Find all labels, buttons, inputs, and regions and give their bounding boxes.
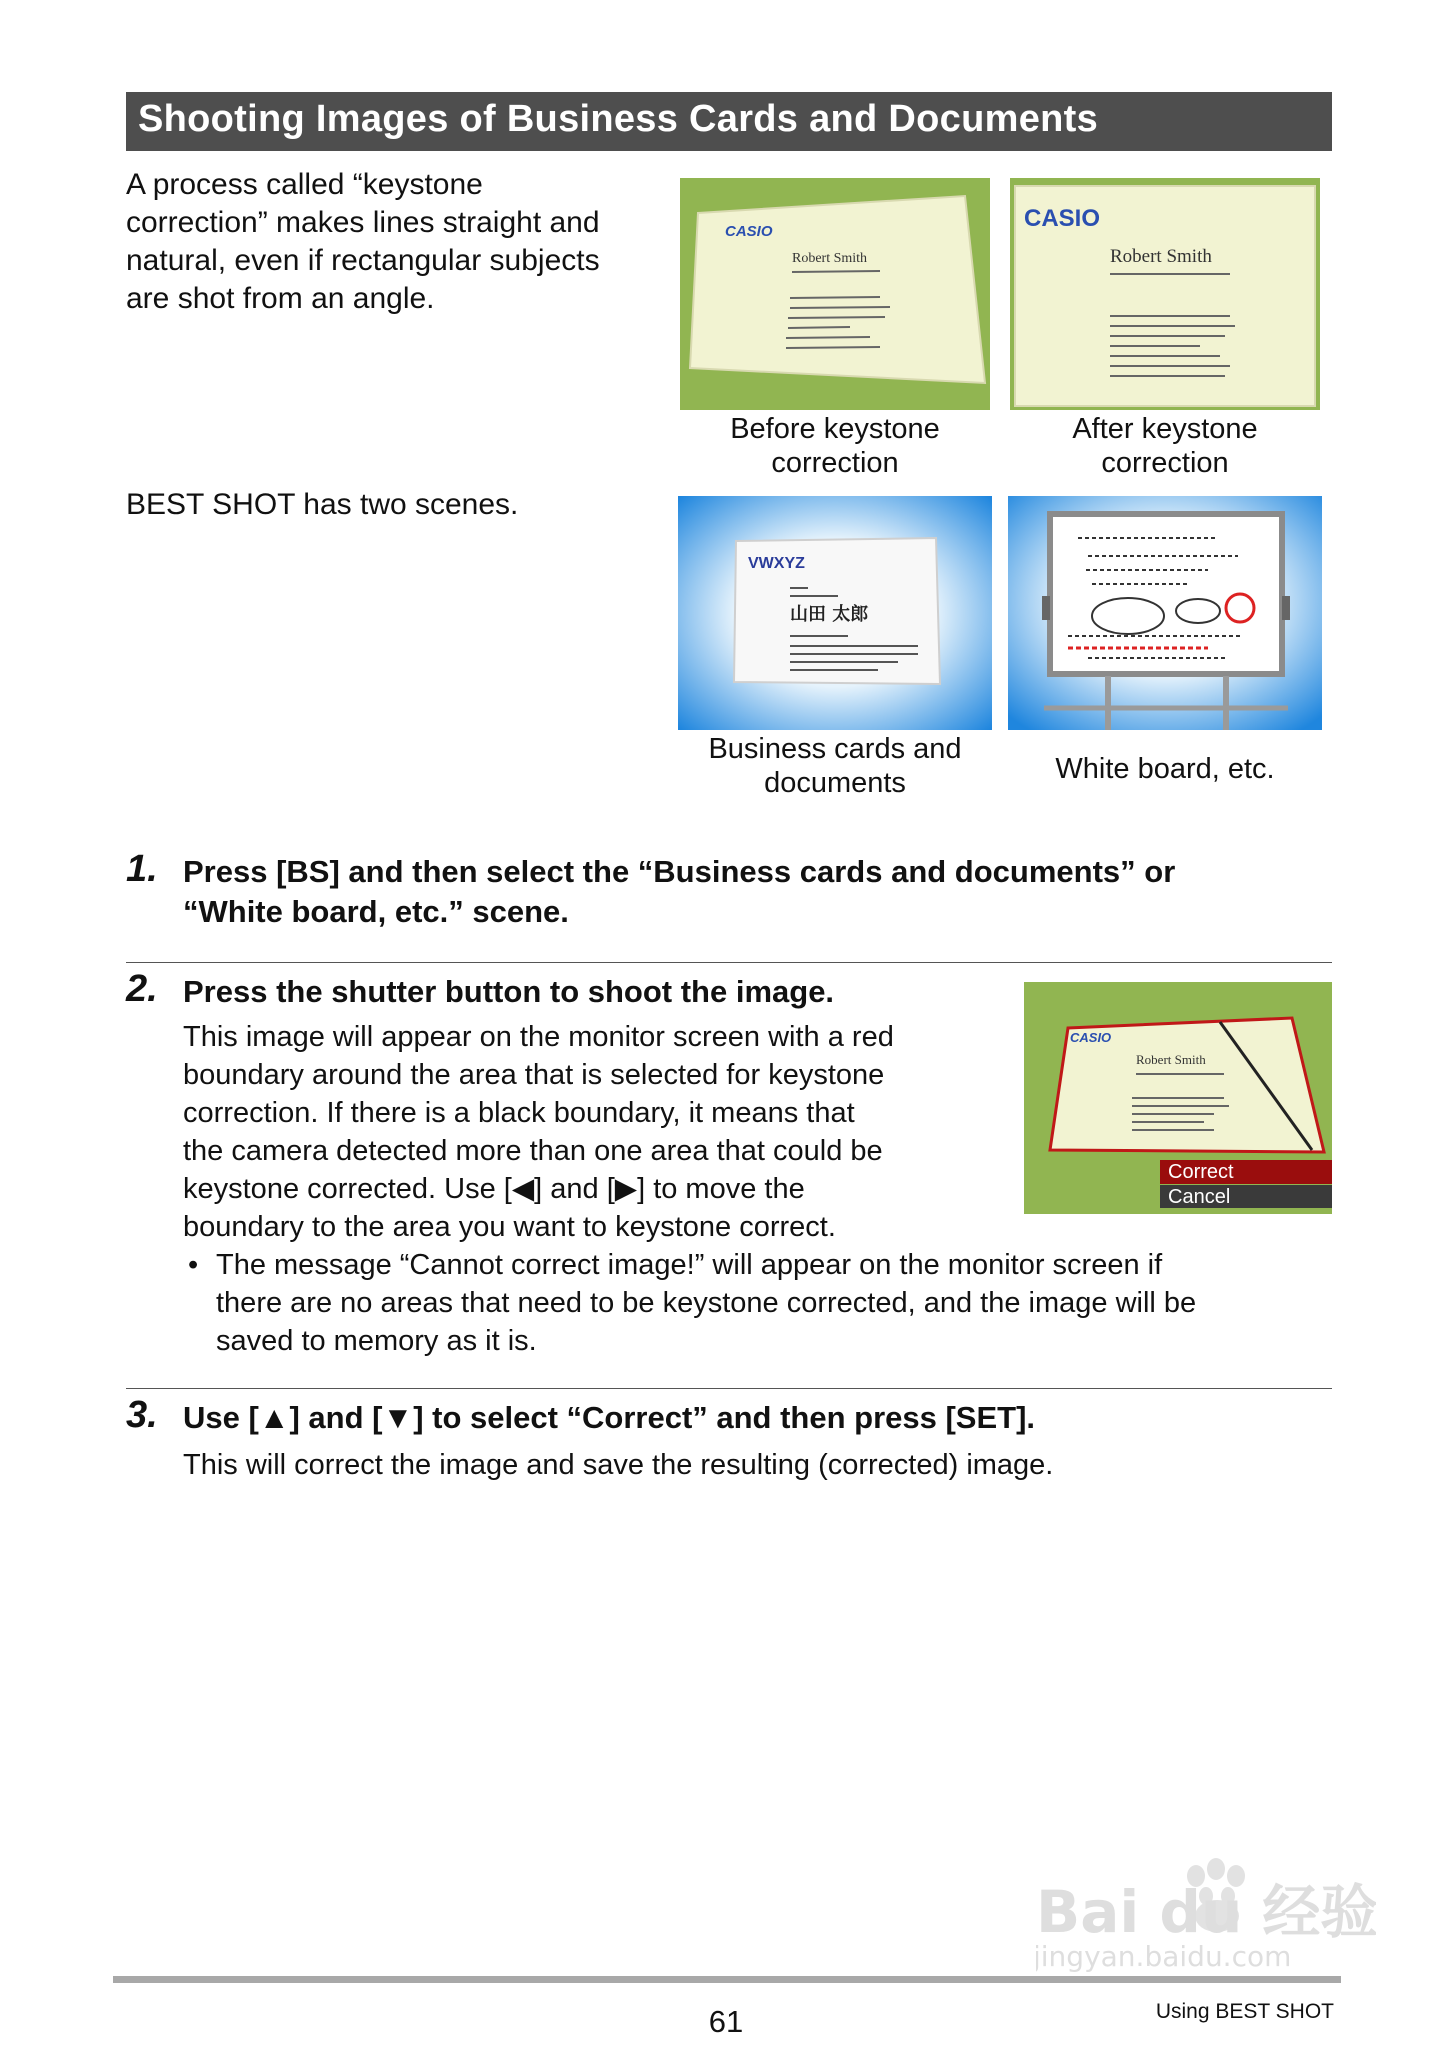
intro-paragraph (126, 166, 646, 318)
step-1-heading-line: Press [BS] and then select the “Business cards and documents” or (183, 854, 1176, 889)
svg-text:Bai du 经验: Bai du 经验 (1036, 1878, 1376, 1946)
section-title-bar (126, 92, 1332, 151)
svg-text:jingyan.baidu.com: jingyan.baidu.com (1036, 1940, 1292, 1973)
section-title: Shooting Images of Business Cards and Documents (138, 98, 1099, 140)
intro-line: are shot from an angle. (126, 282, 435, 315)
caption-line: documents (764, 767, 906, 799)
step-2-heading: Press the shutter button to shoot the image. (183, 974, 835, 1009)
caption-line: Before keystone (730, 413, 940, 445)
scenes-text: BEST SHOT has two scenes. (126, 488, 519, 521)
svg-text:CASIO: CASIO (725, 223, 773, 240)
white-board-scene-image (1008, 496, 1322, 730)
footer-section-name: Using BEST SHOT (1155, 2000, 1334, 2023)
page-number: 61 (708, 2004, 744, 2039)
intro-line: correction” makes lines straight and (126, 206, 600, 239)
up-arrow-icon: ▲ (258, 1400, 290, 1435)
caption-line: Business cards and (708, 733, 962, 765)
intro-line: A process called “keystone (126, 168, 483, 201)
svg-text:CASIO: CASIO (1024, 205, 1101, 232)
step-2-number: 2. (126, 968, 158, 1010)
svg-text:CASIO: CASIO (1070, 1030, 1112, 1045)
svg-text:Robert Smith: Robert Smith (1110, 246, 1212, 267)
step-2-body-line: This image will appear on the monitor screen with a red (183, 1021, 894, 1053)
down-arrow-icon: ▼ (382, 1400, 414, 1435)
after-keystone-image (1010, 178, 1320, 410)
menu-correct-option: Correct (1168, 1161, 1234, 1183)
step-2-note (188, 1246, 1338, 1360)
baidu-watermark (1036, 1856, 1376, 1976)
after-keystone-caption (1000, 412, 1330, 480)
left-arrow-icon: ◀ (511, 1173, 535, 1205)
svg-text:Robert Smith: Robert Smith (1136, 1052, 1206, 1067)
step-2-note-line: there are no areas that need to be keystone corrected, and the image will be (216, 1287, 1197, 1319)
menu-cancel-option: Cancel (1168, 1186, 1231, 1208)
step-2-body-line: boundary around the area that is selected for keystone (183, 1059, 885, 1091)
step-2-body (183, 1018, 983, 1246)
step-2-body-line: the camera detected more than one area that could be (183, 1135, 883, 1167)
footer-rule (113, 1976, 1341, 1983)
caption-line: correction (1101, 447, 1229, 479)
svg-text:Robert Smith: Robert Smith (792, 251, 868, 266)
bullet-icon: • (188, 1249, 199, 1281)
business-cards-caption (670, 732, 1000, 800)
step-2-note-line: The message “Cannot correct image!” will appear on the monitor screen if (216, 1249, 1163, 1281)
caption-line: correction (771, 447, 899, 479)
svg-text:山田 太郎: 山田 太郎 (790, 604, 869, 625)
caption-line: White board, etc. (1055, 753, 1275, 785)
caption-line: After keystone (1072, 413, 1258, 445)
step-3-body: This will correct the image and save the resulting (corrected) image. (183, 1449, 1054, 1481)
step-1-heading-line: “White board, etc.” scene. (183, 894, 569, 929)
right-arrow-icon: ▶ (614, 1173, 638, 1205)
step-1-heading (183, 852, 1333, 932)
step-2-body-line: boundary to the area you want to keystone correct. (183, 1211, 836, 1243)
step-2-body-line: correction. If there is a black boundary, it means that (183, 1097, 855, 1129)
step-3-heading: Use [▲] and [▼] to select “Correct” and then press [SET]. (183, 1400, 1036, 1435)
step-2-note-line: saved to memory as it is. (216, 1325, 537, 1357)
svg-text:VWXYZ: VWXYZ (748, 555, 805, 572)
step-3-number: 3. (126, 1394, 158, 1436)
divider (126, 1388, 1332, 1389)
white-board-caption (1000, 752, 1330, 786)
intro-line: natural, even if rectangular subjects (126, 244, 600, 277)
divider (126, 962, 1332, 963)
before-keystone-image (680, 178, 990, 410)
business-cards-scene-image (678, 496, 992, 730)
monitor-screen-image (1024, 982, 1332, 1214)
step-2-body-line: keystone corrected. Use [◀] and [▶] to move the (183, 1173, 805, 1205)
step-1-number: 1. (126, 848, 158, 890)
before-keystone-caption (670, 412, 1000, 480)
